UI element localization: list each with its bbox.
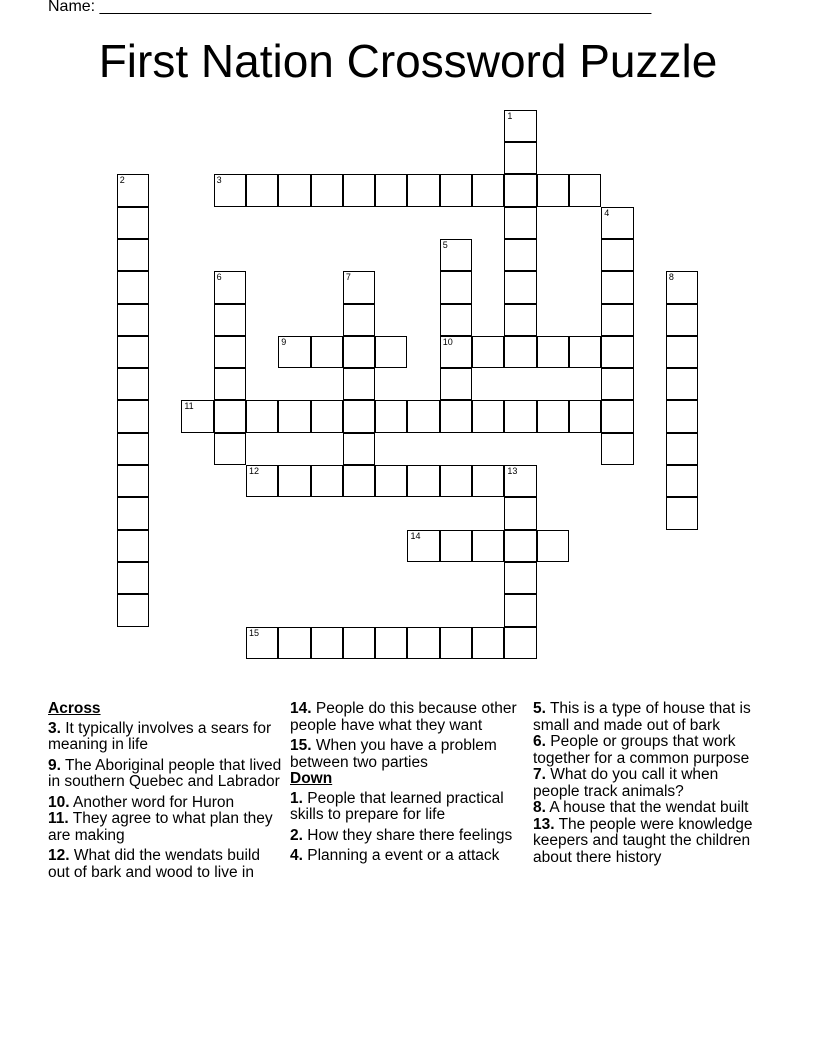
grid-cell[interactable] bbox=[440, 530, 472, 562]
grid-cell[interactable] bbox=[375, 174, 407, 206]
clue-across-14: 14. People do this because other people have what they want bbox=[290, 700, 517, 734]
clue-number: 7 bbox=[345, 272, 351, 283]
clue-down-1: 1. People that learned practical skills to prepare for life bbox=[290, 789, 504, 823]
grid-cell[interactable] bbox=[117, 239, 149, 271]
grid-cell[interactable] bbox=[278, 336, 310, 368]
grid-cell[interactable] bbox=[407, 400, 439, 432]
grid-cell[interactable] bbox=[311, 174, 343, 206]
grid-cell[interactable] bbox=[440, 271, 472, 303]
grid-cell[interactable] bbox=[440, 239, 472, 271]
grid-cell[interactable] bbox=[504, 562, 536, 594]
grid-cell[interactable] bbox=[343, 368, 375, 400]
grid-cell[interactable] bbox=[472, 530, 504, 562]
grid-cell[interactable] bbox=[375, 400, 407, 432]
grid-cell[interactable] bbox=[407, 465, 439, 497]
grid-cell[interactable] bbox=[440, 465, 472, 497]
grid-cell[interactable] bbox=[214, 336, 246, 368]
grid-cell[interactable] bbox=[311, 400, 343, 432]
grid-cell[interactable] bbox=[440, 627, 472, 659]
grid-cell[interactable] bbox=[666, 465, 698, 497]
grid-cell[interactable] bbox=[666, 336, 698, 368]
grid-cell[interactable] bbox=[343, 465, 375, 497]
clue-across-10: 10. Another word for Huron bbox=[48, 793, 235, 811]
grid-cell[interactable] bbox=[311, 627, 343, 659]
grid-cell[interactable] bbox=[407, 530, 439, 562]
grid-cell[interactable] bbox=[117, 304, 149, 336]
clue-number: 14 bbox=[410, 530, 421, 541]
page-title: First Nation Crossword Puzzle bbox=[98, 35, 718, 87]
clue-across-15: 15. When you have a problem between two parties bbox=[290, 737, 497, 771]
grid-cell[interactable] bbox=[117, 465, 149, 497]
grid-cell[interactable] bbox=[311, 465, 343, 497]
grid-cell[interactable] bbox=[343, 174, 375, 206]
grid-cell[interactable] bbox=[311, 336, 343, 368]
grid-cell[interactable] bbox=[214, 368, 246, 400]
grid-cell[interactable] bbox=[407, 174, 439, 206]
grid-cell[interactable] bbox=[601, 271, 633, 303]
grid-cell[interactable] bbox=[117, 400, 149, 432]
clue-column-2 bbox=[290, 701, 526, 869]
grid-cell[interactable] bbox=[601, 207, 633, 239]
grid-cell[interactable] bbox=[569, 336, 601, 368]
grid-cell[interactable] bbox=[504, 239, 536, 271]
clue-down-7: 7. What do you call it when people track animals? bbox=[533, 766, 719, 800]
grid-cell[interactable] bbox=[440, 400, 472, 432]
grid-cell[interactable] bbox=[117, 594, 149, 626]
clue-down-8: 8. A house that the wendat built bbox=[533, 799, 749, 816]
grid-cell[interactable] bbox=[246, 465, 278, 497]
grid-cell[interactable] bbox=[504, 465, 536, 497]
grid-cell[interactable] bbox=[504, 627, 536, 659]
grid-cell[interactable] bbox=[278, 400, 310, 432]
clue-across-9: 9. The Aboriginal people that lived in southern Quebec and Labrador bbox=[48, 756, 282, 790]
clue-number: 10 bbox=[442, 336, 453, 347]
grid-cell[interactable] bbox=[666, 497, 698, 529]
grid-cell[interactable] bbox=[343, 304, 375, 336]
clue-number: 8 bbox=[668, 272, 674, 283]
grid-cell[interactable] bbox=[666, 271, 698, 303]
grid-cell[interactable] bbox=[504, 304, 536, 336]
grid-cell[interactable] bbox=[278, 465, 310, 497]
grid-cell[interactable] bbox=[601, 239, 633, 271]
grid-cell[interactable] bbox=[537, 530, 569, 562]
grid-cell[interactable] bbox=[117, 207, 149, 239]
grid-cell[interactable] bbox=[246, 627, 278, 659]
grid-cell[interactable] bbox=[278, 174, 310, 206]
grid-cell[interactable] bbox=[407, 627, 439, 659]
grid-cell[interactable] bbox=[117, 530, 149, 562]
grid-cell[interactable] bbox=[343, 400, 375, 432]
grid-cell[interactable] bbox=[278, 627, 310, 659]
grid-cell[interactable] bbox=[504, 594, 536, 626]
grid-cell[interactable] bbox=[601, 400, 633, 432]
clue-down-4: 4. Planning a event or a attack bbox=[290, 847, 500, 864]
grid-cell[interactable] bbox=[504, 530, 536, 562]
grid-cell[interactable] bbox=[440, 336, 472, 368]
grid-cell[interactable] bbox=[440, 174, 472, 206]
grid-cell[interactable] bbox=[343, 271, 375, 303]
grid-cell[interactable] bbox=[117, 433, 149, 465]
grid-cell[interactable] bbox=[214, 304, 246, 336]
grid-cell[interactable] bbox=[214, 400, 246, 432]
grid-cell[interactable] bbox=[117, 562, 149, 594]
clue-number: 6 bbox=[216, 272, 222, 283]
clue-across-12: 12. What did the wendats build out of bark and wood to live in bbox=[48, 847, 260, 881]
grid-cell[interactable] bbox=[601, 304, 633, 336]
grid-cell[interactable] bbox=[537, 400, 569, 432]
clue-column-3 bbox=[533, 701, 769, 870]
grid-cell[interactable] bbox=[117, 368, 149, 400]
grid-cell[interactable] bbox=[440, 368, 472, 400]
grid-cell[interactable] bbox=[375, 336, 407, 368]
grid-cell[interactable] bbox=[504, 336, 536, 368]
grid-cell[interactable] bbox=[569, 400, 601, 432]
grid-cell[interactable] bbox=[504, 110, 536, 142]
grid-cell[interactable] bbox=[472, 336, 504, 368]
grid-cell[interactable] bbox=[601, 336, 633, 368]
clue-number: 11 bbox=[184, 401, 194, 412]
clue-number: 4 bbox=[604, 207, 610, 218]
grid-cell[interactable] bbox=[472, 400, 504, 432]
clue-number: 12 bbox=[248, 466, 259, 477]
across-heading: Across bbox=[48, 700, 101, 717]
grid-cell[interactable] bbox=[440, 304, 472, 336]
clue-number: 3 bbox=[216, 175, 222, 186]
grid-cell[interactable] bbox=[601, 433, 633, 465]
grid-cell[interactable] bbox=[537, 336, 569, 368]
clue-number: 13 bbox=[507, 466, 518, 477]
clue-across-11: 11. They agree to what plan they are making bbox=[48, 810, 273, 844]
grid-cell[interactable] bbox=[343, 627, 375, 659]
grid-cell[interactable] bbox=[117, 336, 149, 368]
grid-cell[interactable] bbox=[181, 400, 213, 432]
clue-number: 15 bbox=[248, 627, 259, 638]
clue-down-5: 5. This is a type of house that is small and made out of bark bbox=[533, 700, 751, 734]
grid-cell[interactable] bbox=[601, 368, 633, 400]
clue-number: 5 bbox=[442, 239, 448, 250]
grid-cell[interactable] bbox=[504, 400, 536, 432]
clue-column-1 bbox=[48, 701, 284, 885]
grid-cell[interactable] bbox=[246, 174, 278, 206]
clue-down-2: 2. How they share there feelings bbox=[290, 826, 513, 844]
grid-cell[interactable] bbox=[666, 400, 698, 432]
clue-across-3: 3. It typically involves a sears for meaning in life bbox=[48, 719, 272, 753]
grid-cell[interactable] bbox=[375, 465, 407, 497]
clue-number: 9 bbox=[281, 336, 287, 347]
grid-cell[interactable] bbox=[214, 433, 246, 465]
grid-cell[interactable] bbox=[569, 174, 601, 206]
clue-number: 2 bbox=[119, 175, 125, 186]
grid-cell[interactable] bbox=[666, 304, 698, 336]
grid-cell[interactable] bbox=[504, 271, 536, 303]
clue-down-13: 13. The people were knowledge keepers and taught the children about there history bbox=[533, 815, 753, 866]
grid-cell[interactable] bbox=[214, 271, 246, 303]
grid-cell[interactable] bbox=[504, 497, 536, 529]
grid-cell[interactable] bbox=[375, 627, 407, 659]
grid-cell[interactable] bbox=[504, 207, 536, 239]
grid-cell[interactable] bbox=[117, 174, 149, 206]
grid-cell[interactable] bbox=[504, 142, 536, 174]
grid-cell[interactable] bbox=[343, 336, 375, 368]
grid-cell[interactable] bbox=[472, 174, 504, 206]
grid-cell[interactable] bbox=[666, 433, 698, 465]
grid-cell[interactable] bbox=[117, 271, 149, 303]
name-field[interactable]: Name: ______________________________________________________________ bbox=[48, 0, 652, 15]
clue-down-6: 6. People or groups that work together for a common purpose bbox=[533, 733, 750, 767]
grid-cell[interactable] bbox=[666, 368, 698, 400]
clue-number: 1 bbox=[507, 110, 513, 121]
down-heading: Down bbox=[290, 770, 333, 787]
grid-cell[interactable] bbox=[472, 465, 504, 497]
grid-cell[interactable] bbox=[246, 400, 278, 432]
grid-cell[interactable] bbox=[537, 174, 569, 206]
grid-cell[interactable] bbox=[504, 174, 536, 206]
grid-cell[interactable] bbox=[214, 174, 246, 206]
grid-cell[interactable] bbox=[472, 627, 504, 659]
grid-cell[interactable] bbox=[343, 433, 375, 465]
grid-cell[interactable] bbox=[117, 497, 149, 529]
